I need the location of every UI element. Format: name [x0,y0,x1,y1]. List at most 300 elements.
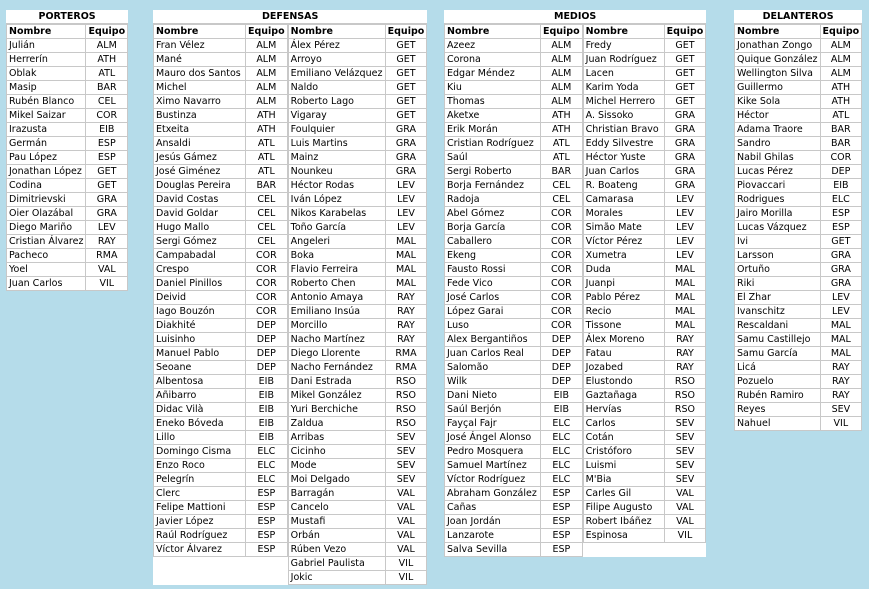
player-name: Rubén Blanco [7,95,86,109]
player-team: DEP [246,319,288,333]
player-team: DEP [820,165,862,179]
player-row [583,193,706,207]
player-name: Borja Fernández [445,179,541,193]
player-team: ESP [86,151,128,165]
player-row [288,473,427,487]
player-team: COR [86,109,128,123]
player-name: Naldo [288,81,385,95]
player-name: Kiu [445,81,541,95]
player-team: ELC [541,445,583,459]
player-name: Ivi [735,235,821,249]
player-name: A. Sissoko [583,109,664,123]
player-name: Sandro [735,137,821,151]
player-row [154,193,288,207]
player-team: RMA [86,249,128,263]
player-team: GRA [86,207,128,221]
player-name: Ximo Navarro [154,95,246,109]
player-name: Morcillo [288,319,385,333]
player-row [735,347,862,361]
player-row [735,235,862,249]
player-team: RSO [664,403,706,417]
player-name: Fran Vélez [154,39,246,53]
player-name: R. Boateng [583,179,664,193]
player-team: CEL [246,221,288,235]
player-name: Salva Sevilla [445,543,541,557]
player-team: ALM [541,67,583,81]
player-row [583,263,706,277]
player-name: Michel Herrero [583,95,664,109]
player-row [583,501,706,515]
medios-title: MEDIOS [444,10,706,24]
player-name: Larsson [735,249,821,263]
player-row [583,515,706,529]
header-row [154,25,288,39]
player-row [7,193,128,207]
player-team: LEV [820,305,862,319]
player-row [154,123,288,137]
player-team: VAL [385,487,427,501]
defensas-table-2 [288,24,428,585]
player-name: Iago Bouzón [154,305,246,319]
player-team: ESP [541,543,583,557]
player-name: Espinosa [583,529,664,543]
player-team: RAY [664,347,706,361]
player-row [154,39,288,53]
player-row [7,263,128,277]
player-name: David Costas [154,193,246,207]
player-row [445,221,583,235]
player-team: RSO [385,389,427,403]
player-name: Lucas Vázquez [735,221,821,235]
column-header-nombre: Nombre [445,25,541,39]
player-row [735,95,862,109]
player-name: Juan Carlos [7,277,86,291]
player-team: ALM [246,53,288,67]
player-row [288,403,427,417]
porteros-table [6,24,128,291]
player-team: ATH [541,123,583,137]
player-name: Mainz [288,151,385,165]
column-header-nombre: Nombre [583,25,664,39]
player-team: ELC [541,473,583,487]
player-team: VAL [385,543,427,557]
player-name: Hugo Mallo [154,221,246,235]
player-team: ATL [541,151,583,165]
player-name: Manuel Pablo [154,347,246,361]
player-name: Caballero [445,235,541,249]
player-team: SEV [385,473,427,487]
player-team: EIB [820,179,862,193]
player-team: EIB [86,123,128,137]
player-team: ELC [541,459,583,473]
player-team: GRA [820,249,862,263]
player-team: RAY [820,361,862,375]
player-name: Vigaray [288,109,385,123]
player-row [583,361,706,375]
player-name: Juan Carlos [583,165,664,179]
player-name: Lucas Pérez [735,165,821,179]
player-row [288,501,427,515]
player-row [445,403,583,417]
player-row [288,277,427,291]
player-name: Jonathan Zongo [735,39,821,53]
player-name: Samu García [735,347,821,361]
player-team: BAR [820,123,862,137]
player-team: GRA [664,179,706,193]
player-row [445,179,583,193]
player-row [154,249,288,263]
player-team: ELC [541,431,583,445]
player-row [445,151,583,165]
player-row [154,235,288,249]
player-team: RAY [385,319,427,333]
player-row [583,473,706,487]
player-row [288,361,427,375]
player-row [7,67,128,81]
player-name: Campabadal [154,249,246,263]
player-name: Adama Traore [735,123,821,137]
player-team: RSO [385,417,427,431]
player-row [154,501,288,515]
player-row [735,123,862,137]
player-name: Álex Pérez [288,39,385,53]
player-row [735,361,862,375]
player-name: Toño García [288,221,385,235]
player-row [154,291,288,305]
player-name: Azeez [445,39,541,53]
player-team: COR [246,305,288,319]
player-team: MAL [664,305,706,319]
player-name: Jairo Morilla [735,207,821,221]
player-team: BAR [246,179,288,193]
player-team: GRA [664,165,706,179]
player-name: Cancelo [288,501,385,515]
player-row [288,529,427,543]
player-name: Dani Nieto [445,389,541,403]
player-row [583,487,706,501]
player-row [288,305,427,319]
player-team: COR [541,249,583,263]
player-team: COR [541,235,583,249]
player-row [583,235,706,249]
player-name: Recio [583,305,664,319]
player-team: RAY [385,305,427,319]
player-team: RAY [820,375,862,389]
player-row [154,53,288,67]
player-team: RAY [86,235,128,249]
player-team: MAL [385,249,427,263]
player-team: COR [246,249,288,263]
player-name: Diakhité [154,319,246,333]
player-team: ESP [541,529,583,543]
player-row [154,403,288,417]
player-name: Yuri Berchiche [288,403,385,417]
player-name: Samu Castillejo [735,333,821,347]
player-name: Mode [288,459,385,473]
player-row [288,291,427,305]
player-name: Duda [583,263,664,277]
player-row [583,207,706,221]
player-row [288,543,427,557]
player-name: Héctor Yuste [583,151,664,165]
player-row [445,361,583,375]
player-name: Germán [7,137,86,151]
player-row [288,221,427,235]
player-team: GET [820,235,862,249]
player-name: Fayçal Fajr [445,417,541,431]
player-team: DEP [541,361,583,375]
player-row [735,291,862,305]
player-team: RAY [820,389,862,403]
player-name: Wilk [445,375,541,389]
player-row [288,95,427,109]
player-team: VAL [385,529,427,543]
player-team: LEV [86,221,128,235]
player-row [583,151,706,165]
player-name: Roberto Chen [288,277,385,291]
player-team: ATH [820,95,862,109]
player-row [154,305,288,319]
player-name: Moi Delgado [288,473,385,487]
player-team: VIL [820,417,862,431]
player-name: Jokic [288,571,385,585]
player-name: Julián [7,39,86,53]
player-name: Ansaldi [154,137,246,151]
player-row [445,53,583,67]
player-team: RMA [385,361,427,375]
player-team: COR [246,263,288,277]
player-name: Simão Mate [583,221,664,235]
player-team: VIL [385,571,427,585]
player-name: Borja García [445,221,541,235]
player-name: Nabil Ghilas [735,151,821,165]
player-team: GRA [820,263,862,277]
player-team: DEP [541,347,583,361]
player-name: Fede Vico [445,277,541,291]
player-row [154,361,288,375]
player-row [735,81,862,95]
player-name: Yoel [7,263,86,277]
medios-block [444,10,706,557]
player-row [583,53,706,67]
player-row [445,67,583,81]
player-row [735,277,862,291]
player-row [735,179,862,193]
player-team: ALM [541,53,583,67]
player-name: Karim Yoda [583,81,664,95]
player-team: MAL [664,319,706,333]
player-row [735,67,862,81]
player-row [583,403,706,417]
player-name: Saúl Berjón [445,403,541,417]
player-team: MAL [820,347,862,361]
player-name: Daniel Pinillos [154,277,246,291]
player-name: Carles Gil [583,487,664,501]
player-row [583,333,706,347]
player-name: Douglas Pereira [154,179,246,193]
defensas-table-1 [153,24,288,557]
player-team: DEP [541,333,583,347]
player-row [445,235,583,249]
player-team: COR [541,291,583,305]
player-name: Saúl [445,151,541,165]
player-team: LEV [664,193,706,207]
player-row [735,263,862,277]
player-row [445,137,583,151]
player-team: VAL [86,263,128,277]
player-team: ELC [820,193,862,207]
player-row [583,221,706,235]
player-team: MAL [664,263,706,277]
header-row [7,25,128,39]
player-row [154,137,288,151]
player-row [154,179,288,193]
player-name: Luis Martins [288,137,385,151]
player-name: Masip [7,81,86,95]
player-team: DEP [246,333,288,347]
player-name: David Goldar [154,207,246,221]
player-team: ESP [246,529,288,543]
player-row [288,151,427,165]
player-row [583,137,706,151]
player-row [445,95,583,109]
player-row [7,109,128,123]
player-team: GET [86,165,128,179]
medios-table-2 [583,24,707,543]
player-team: MAL [385,277,427,291]
column-header-equipo: Equipo [820,25,862,39]
player-row [735,319,862,333]
player-team: RSO [664,389,706,403]
player-row [583,291,706,305]
player-name: Pau López [7,151,86,165]
column-header-nombre: Nombre [288,25,385,39]
player-name: Pablo Pérez [583,291,664,305]
player-team: GET [385,109,427,123]
player-row [445,263,583,277]
column-header-nombre: Nombre [735,25,821,39]
player-team: CEL [246,207,288,221]
player-row [583,109,706,123]
player-row [445,375,583,389]
player-name: Rodrigues [735,193,821,207]
player-team: GRA [664,109,706,123]
player-name: Cañas [445,501,541,515]
player-name: Lacen [583,67,664,81]
header-row [288,25,427,39]
player-team: RAY [385,333,427,347]
player-name: Juan Rodríguez [583,53,664,67]
player-name: Corona [445,53,541,67]
player-team: GET [385,81,427,95]
player-name: Herrerín [7,53,86,67]
player-team: MAL [820,333,862,347]
player-name: Angeleri [288,235,385,249]
player-name: Ivanschitz [735,305,821,319]
player-team: GET [664,95,706,109]
player-row [154,95,288,109]
player-team: ALM [246,67,288,81]
player-row [7,179,128,193]
player-row [288,81,427,95]
player-team: GRA [86,193,128,207]
player-team: ESP [541,487,583,501]
player-team: MAL [664,277,706,291]
player-name: Nacho Martínez [288,333,385,347]
player-team: ATH [820,81,862,95]
player-row [7,95,128,109]
player-name: Dani Estrada [288,375,385,389]
player-row [288,571,427,585]
player-team: CEL [246,193,288,207]
player-team: SEV [664,445,706,459]
player-row [445,291,583,305]
player-row [445,249,583,263]
player-row [445,431,583,445]
player-name: Guillermo [735,81,821,95]
player-name: Mikel Saizar [7,109,86,123]
player-team: RAY [385,291,427,305]
player-name: Domingo Cisma [154,445,246,459]
player-team: ELC [246,459,288,473]
player-row [7,151,128,165]
player-name: Héctor [735,109,821,123]
player-name: Alex Bergantiños [445,333,541,347]
player-row [154,333,288,347]
defensas-title: DEFENSAS [153,10,427,24]
player-team: EIB [541,403,583,417]
player-team: COR [541,305,583,319]
player-team: COR [541,207,583,221]
player-team: ALM [820,53,862,67]
player-name: Mikel González [288,389,385,403]
player-team: DEP [541,375,583,389]
player-team: RMA [385,347,427,361]
player-team: SEV [664,473,706,487]
column-header-equipo: Equipo [385,25,427,39]
player-name: Héctor Rodas [288,179,385,193]
player-name: M'Bia [583,473,664,487]
player-team: EIB [246,431,288,445]
player-name: Christian Bravo [583,123,664,137]
player-team: RSO [385,403,427,417]
player-team: SEV [664,417,706,431]
player-name: José Ángel Alonso [445,431,541,445]
player-name: Elustondo [583,375,664,389]
player-team: LEV [664,249,706,263]
player-name: Gabriel Paulista [288,557,385,571]
player-team: RAY [664,333,706,347]
player-team: BAR [820,137,862,151]
player-name: Luisinho [154,333,246,347]
player-row [154,473,288,487]
player-row [288,123,427,137]
player-team: ALM [246,39,288,53]
player-name: Wellington Silva [735,67,821,81]
player-name: Eddy Silvestre [583,137,664,151]
player-row [735,151,862,165]
player-team: EIB [246,389,288,403]
player-row [154,389,288,403]
player-row [288,109,427,123]
player-team: LEV [664,207,706,221]
player-name: Cristóforo [583,445,664,459]
player-name: Barragán [288,487,385,501]
player-row [445,81,583,95]
player-row [288,417,427,431]
player-name: Pacheco [7,249,86,263]
player-name: Juan Carlos Real [445,347,541,361]
